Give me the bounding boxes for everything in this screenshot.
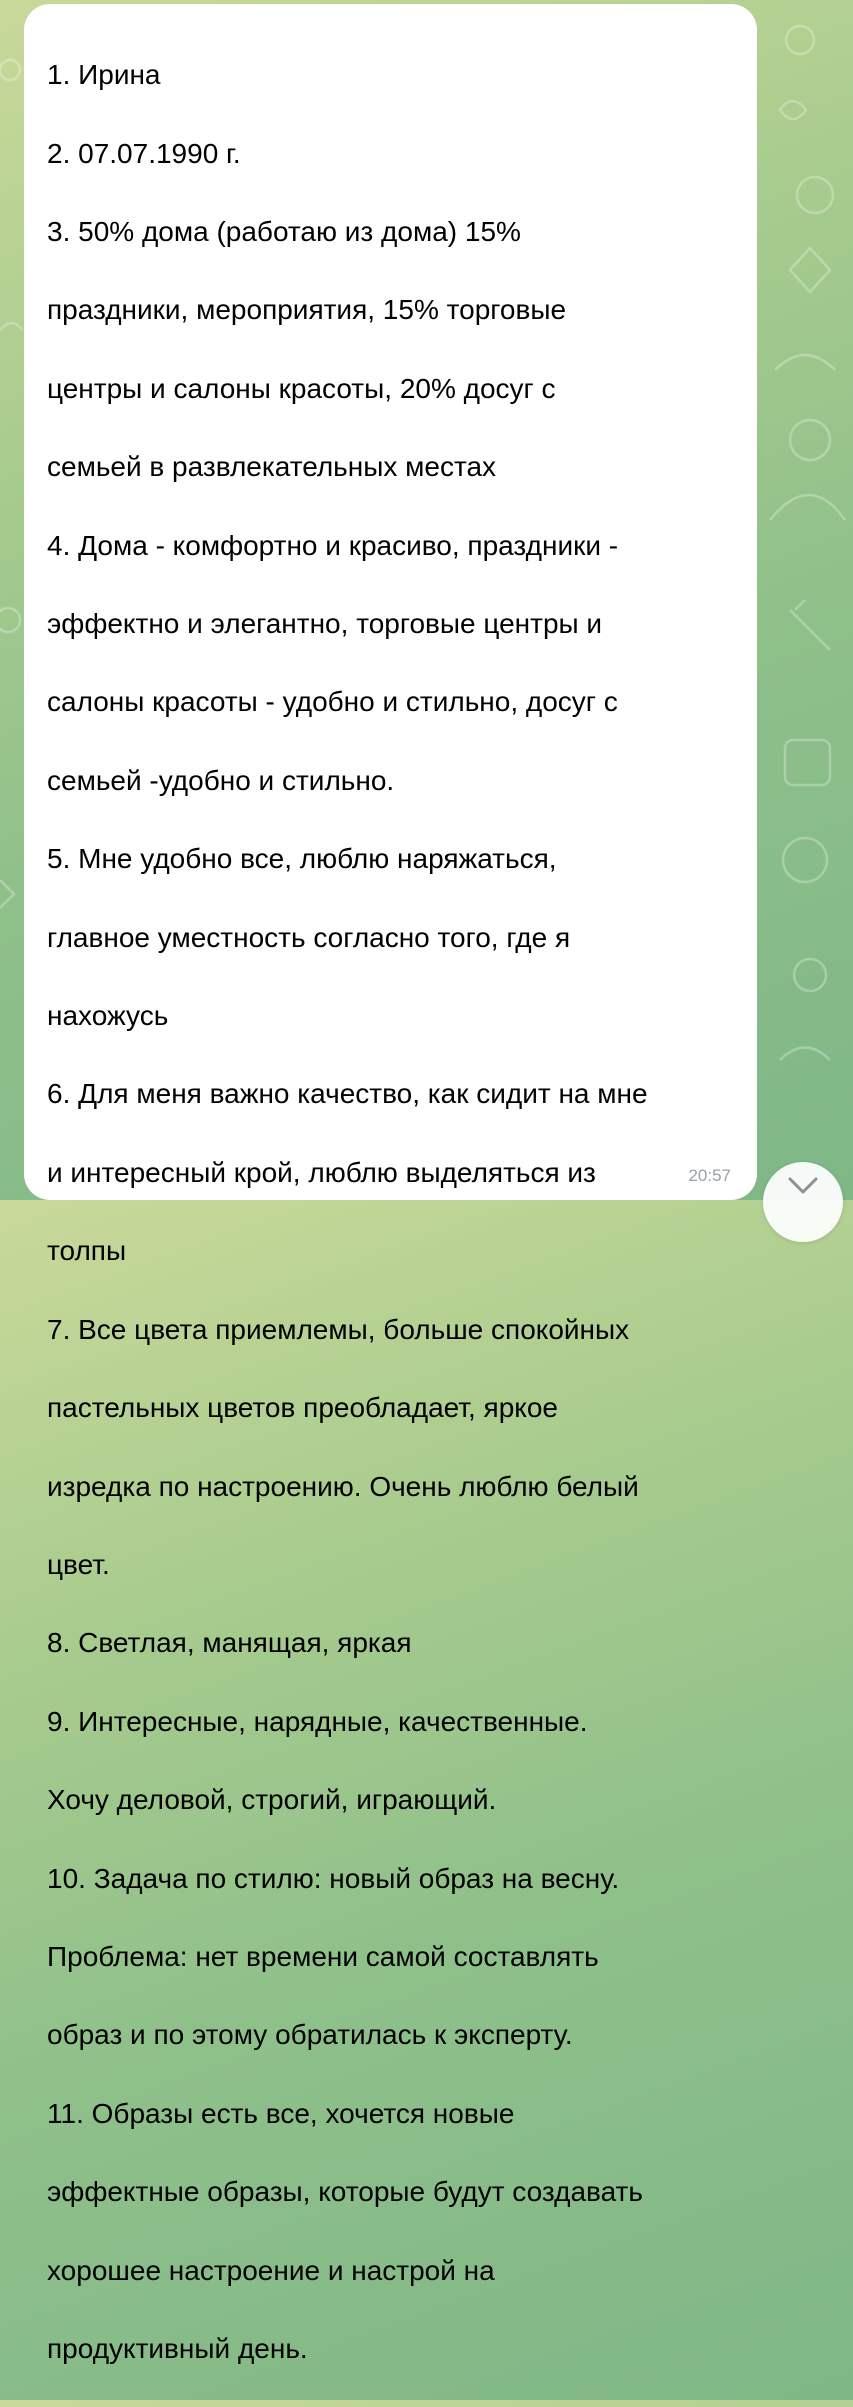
message-line: 6. Для меня важно качество, как сидит на мне	[47, 1078, 648, 1110]
wallpaper-cloud-icon	[780, 1048, 830, 1061]
message-line: цвет.	[47, 1548, 110, 1580]
message-line: изредка по настроению. Очень люблю белый	[47, 1470, 639, 1502]
wallpaper-strawberry-icon	[790, 248, 830, 292]
wallpaper-lollipop-icon	[794, 959, 826, 991]
message-line: эффектные образы, которые будут создавать	[47, 2176, 643, 2208]
message-line: Хочу деловой, строгий, играющий.	[47, 1784, 497, 1816]
message-line: 4. Дома - комфортно и красиво, праздники -	[47, 529, 619, 561]
message-line: главное уместность согласно того, где я	[47, 921, 571, 953]
message-line: хорошее настроение и настрой на	[47, 2254, 495, 2286]
wallpaper-dot-icon	[0, 60, 20, 80]
message-line: праздники, мероприятия, 15% торговые	[47, 294, 567, 326]
message-line: толпы	[47, 1235, 127, 1267]
message-line: и интересный крой, люблю выделяться из	[47, 1156, 596, 1188]
message-timestamp: 20:57	[688, 1166, 731, 1185]
chevron-down-icon	[787, 1176, 819, 1196]
message-line: 9. Интересные, нарядные, качественные.	[47, 1705, 588, 1737]
message-text	[47, 16, 737, 2407]
wallpaper-pizza-icon	[783, 838, 827, 882]
message-line: 2. 07.07.1990 г.	[47, 137, 241, 169]
wallpaper-wave-icon	[0, 323, 22, 330]
message-line: 1. Ирина	[47, 59, 161, 91]
wallpaper-swirl-icon	[790, 420, 830, 460]
wallpaper-cat-icon	[775, 355, 835, 370]
scroll-down-button[interactable]	[763, 1162, 843, 1242]
message-line: семьей в развлекательных местах	[47, 451, 497, 483]
message-line: 3. 50% дома (работаю из дома) 15%	[47, 216, 521, 248]
wallpaper-flashlight-icon	[790, 600, 830, 650]
message-bubble[interactable]	[24, 4, 757, 2364]
message-line: пастельных цветов преобладает, яркое	[47, 1392, 558, 1424]
message-line: продуктивный день.	[47, 2332, 308, 2364]
wallpaper-umbrella-icon	[770, 495, 845, 520]
message-line: 7. Все цвета приемлемы, больше спокойных	[47, 1313, 630, 1345]
wallpaper-bubble-icon	[786, 26, 814, 54]
wallpaper-heart-icon	[797, 177, 833, 213]
wallpaper-arrow-icon	[0, 880, 14, 908]
message-line: Проблема: нет времени самой составлять	[47, 1940, 599, 1972]
wallpaper-jar-icon	[785, 740, 830, 785]
message-line: салоны красоты - удобно и стильно, досуг с	[47, 686, 618, 718]
message-line: семьей -удобно и стильно.	[47, 764, 395, 796]
message-line: 11. Образы есть все, хочется новые	[47, 2097, 515, 2129]
message-line: образ и по этому обратилась к эксперту.	[47, 2019, 573, 2051]
message-line: 8. Светлая, манящая, яркая	[47, 1627, 412, 1659]
wallpaper-ring-icon	[0, 608, 20, 632]
message-line: нахожусь	[47, 1000, 169, 1032]
message-line: эффектно и элегантно, торговые центры и	[47, 608, 603, 640]
wallpaper-leaf-icon	[780, 101, 806, 119]
message-line: 10. Задача по стилю: новый образ на весну.	[47, 1862, 620, 1894]
message-line: 5. Мне удобно все, люблю наряжаться,	[47, 843, 557, 875]
message-line: центры и салоны красоты, 20% досуг с	[47, 372, 556, 404]
